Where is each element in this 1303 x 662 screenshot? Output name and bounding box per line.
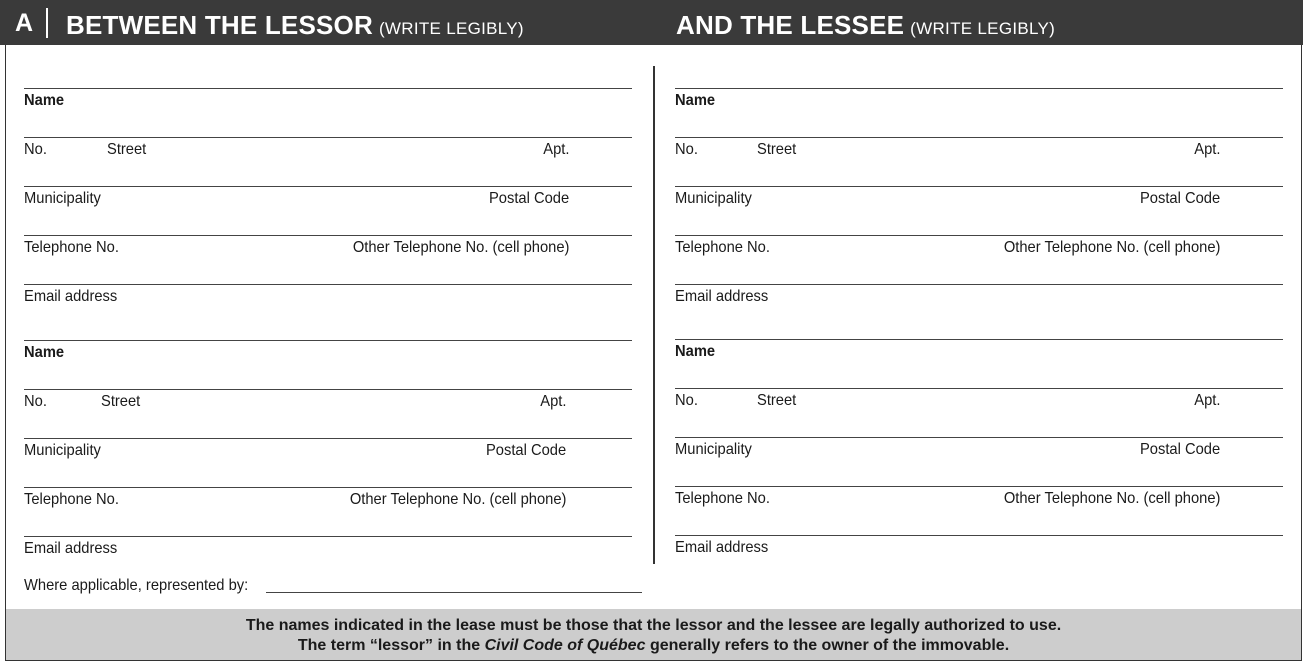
lessee-1-telephone-field[interactable] [675,235,1283,236]
lessee-note: (WRITE LEGIBLY) [910,19,1056,38]
lessor-note: (WRITE LEGIBLY) [378,19,524,38]
lessee-title: AND THE LESSEE [676,10,905,40]
other-telephone-label: Other Telephone No. (cell phone) [1003,490,1220,507]
name-label: Name [675,343,716,360]
lessee-1-email-field[interactable] [675,284,1283,285]
name-label: Name [24,92,65,109]
other-telephone-label: Other Telephone No. (cell phone) [1003,239,1220,256]
footer-note [6,609,1301,660]
footer-line-2-start: The term “lessor” in the [297,637,481,654]
lessor-heading [66,0,524,55]
lessor-2-address-field[interactable] [24,389,632,390]
apt-label: Apt. [1193,392,1220,409]
represented-by-field[interactable] [266,592,642,593]
lessor-2-municipality-field[interactable] [24,438,632,439]
municipality-label: Municipality [675,441,752,458]
lessor-title: BETWEEN THE LESSOR [66,10,373,40]
civil-code-title: Civil Code of Québec [484,637,646,654]
lessor-1-municipality-field[interactable] [24,186,632,187]
name-label: Name [675,92,716,109]
email-label: Email address [24,288,118,305]
represented-by-label: Where applicable, represented by: [24,577,249,594]
email-label: Email address [24,540,118,557]
no-label: No. [24,141,47,158]
footer-line-1: The names indicated in the lease must be those that the lessor and the lessee are legally authorized to use. [245,617,1062,634]
lessee-2-address-field[interactable] [675,388,1283,389]
street-label: Street [757,141,797,158]
street-label: Street [101,393,141,410]
other-telephone-label: Other Telephone No. (cell phone) [349,491,566,508]
lessee-1-name-field[interactable] [675,88,1283,89]
municipality-label: Municipality [24,442,101,459]
telephone-label: Telephone No. [675,490,770,507]
column-divider [653,66,655,564]
footer-line-2-end: generally refers to the owner of the immovable. [649,637,1010,654]
municipality-label: Municipality [24,190,101,207]
lessee-2-telephone-field[interactable] [675,486,1283,487]
apt-label: Apt. [539,393,566,410]
lessor-1-name-field[interactable] [24,88,632,89]
name-label: Name [24,344,65,361]
postal-code-label: Postal Code [1139,190,1220,207]
lessor-1-telephone-field[interactable] [24,235,632,236]
lessee-2-municipality-field[interactable] [675,437,1283,438]
lessee-2-name-field[interactable] [675,339,1283,340]
lessor-1-email-field[interactable] [24,284,632,285]
section-letter: A [14,9,34,37]
no-label: No. [24,393,47,410]
postal-code-label: Postal Code [1139,441,1220,458]
street-label: Street [757,392,797,409]
lessor-2-telephone-field[interactable] [24,487,632,488]
telephone-label: Telephone No. [24,491,119,508]
postal-code-label: Postal Code [485,442,566,459]
lessor-2-email-field[interactable] [24,536,632,537]
lessee-2-email-field[interactable] [675,535,1283,536]
telephone-label: Telephone No. [24,239,119,256]
apt-label: Apt. [1193,141,1220,158]
header-divider [46,8,48,38]
street-label: Street [107,141,147,158]
footer-line-2 [6,636,1301,655]
apt-label: Apt. [542,141,569,158]
other-telephone-label: Other Telephone No. (cell phone) [352,239,569,256]
email-label: Email address [675,539,769,556]
no-label: No. [675,392,698,409]
email-label: Email address [675,288,769,305]
section-header [0,0,1303,45]
lessee-heading [676,0,1055,55]
municipality-label: Municipality [675,190,752,207]
postal-code-label: Postal Code [488,190,569,207]
lessee-1-municipality-field[interactable] [675,186,1283,187]
lessee-1-address-field[interactable] [675,137,1283,138]
no-label: No. [675,141,698,158]
telephone-label: Telephone No. [675,239,770,256]
lessor-1-address-field[interactable] [24,137,632,138]
lessor-2-name-field[interactable] [24,340,632,341]
